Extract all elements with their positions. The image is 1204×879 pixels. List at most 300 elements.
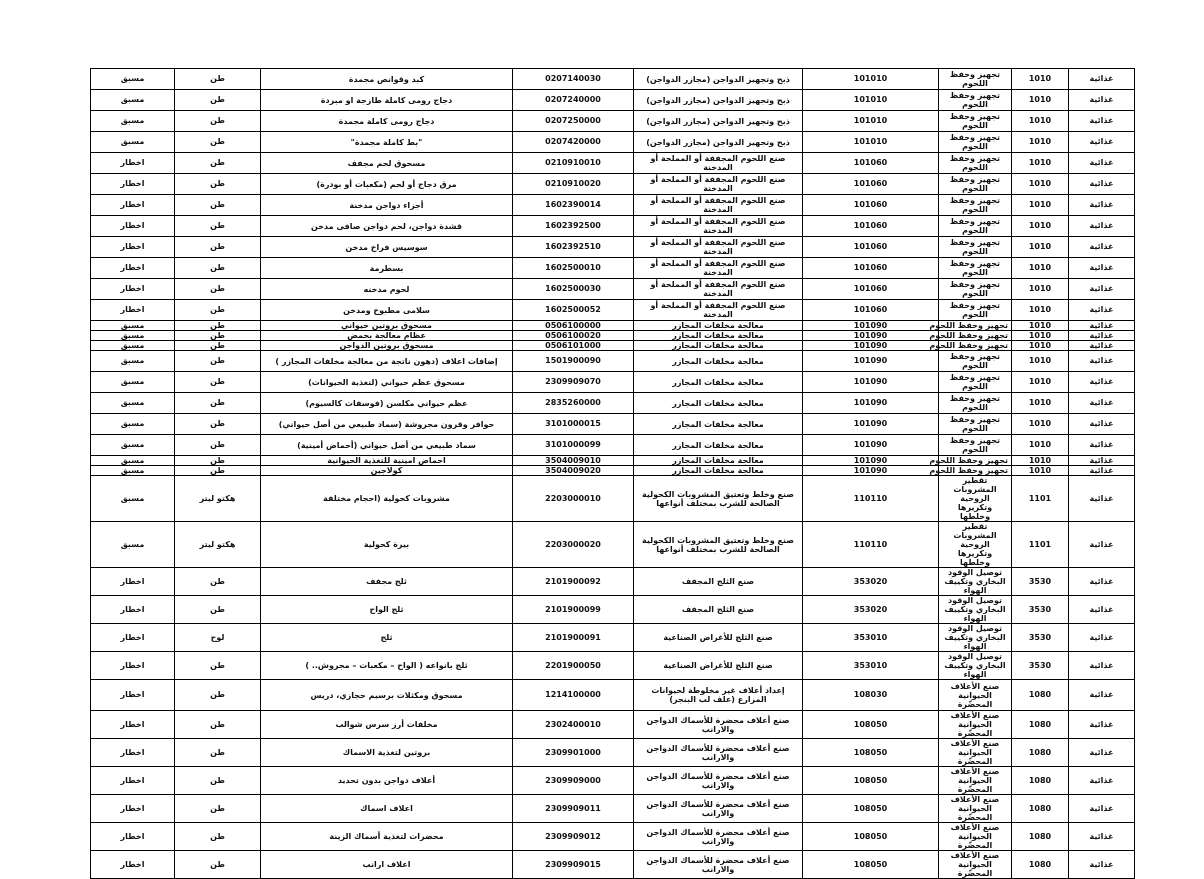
- activity-code-cell: 101090: [803, 321, 939, 331]
- division-code-cell: 3530: [1012, 652, 1069, 680]
- activity-code-cell: 101010: [803, 69, 939, 90]
- table-row: [91, 624, 1135, 652]
- sub-activity-cell: معالجة مخلفات المجازر: [634, 414, 803, 435]
- activity-code-cell: 101010: [803, 111, 939, 132]
- division-code-cell: 1010: [1012, 321, 1069, 331]
- sector-cell: غذائية: [1069, 624, 1135, 652]
- sector-cell: غذائية: [1069, 341, 1135, 351]
- product-name-cell: اعلاف اسماك: [261, 795, 513, 823]
- activity-code-cell: 101090: [803, 456, 939, 466]
- product-name-cell: سماد طبيعي من أصل حيواني (أحماض أمينية): [261, 435, 513, 456]
- hs-code-cell: 3101000099: [513, 435, 634, 456]
- activity-code-cell: 101060: [803, 174, 939, 195]
- product-name-cell: محضرات لتغذية أسماك الزينة: [261, 823, 513, 851]
- table-row: [91, 466, 1135, 476]
- division-code-cell: 1010: [1012, 90, 1069, 111]
- sector-cell: غذائية: [1069, 111, 1135, 132]
- activity-code-cell: 101090: [803, 393, 939, 414]
- division-code-cell: 1080: [1012, 795, 1069, 823]
- sector-cell: غذائية: [1069, 767, 1135, 795]
- sector-cell: غذائية: [1069, 237, 1135, 258]
- sector-cell: غذائية: [1069, 568, 1135, 596]
- division-code-cell: 1010: [1012, 174, 1069, 195]
- activity-name-cell: تقطير المشروبات الروحية وتكريرها وخلطها: [939, 476, 1012, 522]
- product-name-cell: عظام معالجة بحمض: [261, 331, 513, 341]
- sub-activity-cell: صنع أعلاف محضرة للأسماك الدواجن والارانب: [634, 823, 803, 851]
- unit-cell: هكتو ليتر: [175, 476, 261, 522]
- table-row: [91, 414, 1135, 435]
- unit-cell: طن: [175, 795, 261, 823]
- table-row: [91, 341, 1135, 351]
- activity-code-cell: 108050: [803, 767, 939, 795]
- unit-cell: طن: [175, 372, 261, 393]
- sub-activity-cell: معالجة مخلفات المجازر: [634, 372, 803, 393]
- division-code-cell: 1080: [1012, 851, 1069, 879]
- sub-activity-cell: معالجة مخلفات المجازر: [634, 435, 803, 456]
- activity-code-cell: 101010: [803, 132, 939, 153]
- activity-name-cell: تجهيز وحفظ اللحوم: [939, 237, 1012, 258]
- sub-activity-cell: صنع أعلاف محضرة للأسماك الدواجن والارانب: [634, 711, 803, 739]
- sector-cell: غذائية: [1069, 476, 1135, 522]
- sub-activity-cell: صنع اللحوم المجففة أو المملحة أو المدخنة: [634, 300, 803, 321]
- unit-cell: طن: [175, 69, 261, 90]
- division-code-cell: 1010: [1012, 111, 1069, 132]
- sub-activity-cell: صنع أعلاف محضرة للأسماك الدواجن والارانب: [634, 795, 803, 823]
- sub-activity-cell: صنع اللحوم المجففة أو المملحة أو المدخنة: [634, 174, 803, 195]
- activity-name-cell: صنع الأعلاف الحيوانية المحضّرة: [939, 851, 1012, 879]
- sub-activity-cell: صنع الثلج المجفف: [634, 568, 803, 596]
- activity-name-cell: تجهيز وحفظ اللحوم: [939, 279, 1012, 300]
- division-code-cell: 1080: [1012, 767, 1069, 795]
- table-row: [91, 522, 1135, 568]
- hs-code-cell: 2309909011: [513, 795, 634, 823]
- table-row: [91, 739, 1135, 767]
- division-code-cell: 1010: [1012, 341, 1069, 351]
- division-code-cell: 1010: [1012, 153, 1069, 174]
- activity-code-cell: 101060: [803, 279, 939, 300]
- product-name-cell: سوسيس فراخ مدخن: [261, 237, 513, 258]
- table-row: [91, 476, 1135, 522]
- table-body: [91, 69, 1135, 879]
- hs-code-cell: 2835260000: [513, 393, 634, 414]
- product-name-cell: مسحوق لحم مجفف: [261, 153, 513, 174]
- activity-code-cell: 101060: [803, 153, 939, 174]
- activity-table: [90, 68, 1135, 879]
- sector-cell: غذائية: [1069, 300, 1135, 321]
- division-code-cell: 1010: [1012, 466, 1069, 476]
- status-cell: اخطار: [91, 216, 175, 237]
- division-code-cell: 1010: [1012, 216, 1069, 237]
- status-cell: مسبق: [91, 321, 175, 331]
- table-row: [91, 258, 1135, 279]
- sector-cell: غذائية: [1069, 174, 1135, 195]
- status-cell: مسبق: [91, 372, 175, 393]
- activity-name-cell: صنع الأعلاف الحيوانية المحضّرة: [939, 795, 1012, 823]
- sub-activity-cell: صنع الثلج للأغراض الصناعية: [634, 652, 803, 680]
- product-name-cell: مسحوق عظم حيواني (لتغذية الحيوانات): [261, 372, 513, 393]
- activity-code-cell: 353020: [803, 596, 939, 624]
- sector-cell: غذائية: [1069, 195, 1135, 216]
- status-cell: اخطار: [91, 711, 175, 739]
- hs-code-cell: 1501900090: [513, 351, 634, 372]
- status-cell: اخطار: [91, 195, 175, 216]
- hs-code-cell: 2309909070: [513, 372, 634, 393]
- status-cell: اخطار: [91, 851, 175, 879]
- hs-code-cell: 2309909012: [513, 823, 634, 851]
- division-code-cell: 1010: [1012, 456, 1069, 466]
- status-cell: اخطار: [91, 300, 175, 321]
- hs-code-cell: 1602500030: [513, 279, 634, 300]
- status-cell: مسبق: [91, 466, 175, 476]
- activity-code-cell: 101090: [803, 435, 939, 456]
- unit-cell: هكتو ليتر: [175, 522, 261, 568]
- product-name-cell: عظم حيواني مكلسن (فوسفات كالسيوم): [261, 393, 513, 414]
- hs-code-cell: 0506100000: [513, 321, 634, 331]
- activity-code-cell: 101010: [803, 90, 939, 111]
- activity-name-cell: صنع الأعلاف الحيوانية المحضّرة: [939, 680, 1012, 711]
- hs-code-cell: 0506100020: [513, 331, 634, 341]
- division-code-cell: 1010: [1012, 195, 1069, 216]
- status-cell: مسبق: [91, 90, 175, 111]
- activity-code-cell: 108050: [803, 795, 939, 823]
- table-row: [91, 680, 1135, 711]
- activity-name-cell: تجهيز وحفظ اللحوم: [939, 216, 1012, 237]
- table-row: [91, 568, 1135, 596]
- unit-cell: طن: [175, 300, 261, 321]
- unit-cell: طن: [175, 153, 261, 174]
- unit-cell: طن: [175, 216, 261, 237]
- status-cell: مسبق: [91, 393, 175, 414]
- status-cell: اخطار: [91, 823, 175, 851]
- division-code-cell: 1010: [1012, 258, 1069, 279]
- sub-activity-cell: صنع اللحوم المجففة أو المملحة أو المدخنة: [634, 195, 803, 216]
- sub-activity-cell: معالجة مخلفات المجازر: [634, 393, 803, 414]
- hs-code-cell: 2101900099: [513, 596, 634, 624]
- hs-code-cell: 3101000015: [513, 414, 634, 435]
- unit-cell: طن: [175, 414, 261, 435]
- sector-cell: غذائية: [1069, 466, 1135, 476]
- unit-cell: طن: [175, 435, 261, 456]
- hs-code-cell: 2309909015: [513, 851, 634, 879]
- hs-code-cell: 2309909000: [513, 767, 634, 795]
- hs-code-cell: 2309901000: [513, 739, 634, 767]
- status-cell: اخطار: [91, 596, 175, 624]
- unit-cell: طن: [175, 739, 261, 767]
- product-name-cell: أعلاف دواجن بدون تحديد: [261, 767, 513, 795]
- sub-activity-cell: صنع الثلج المجفف: [634, 596, 803, 624]
- status-cell: مسبق: [91, 341, 175, 351]
- table-row: [91, 331, 1135, 341]
- unit-cell: طن: [175, 132, 261, 153]
- table-row: [91, 851, 1135, 879]
- hs-code-cell: 0207420000: [513, 132, 634, 153]
- sub-activity-cell: ذبح وتجهيز الدواجن (مجازر الدواجن): [634, 111, 803, 132]
- unit-cell: طن: [175, 680, 261, 711]
- status-cell: مسبق: [91, 69, 175, 90]
- product-name-cell: بسطرمة: [261, 258, 513, 279]
- sub-activity-cell: معالجة مخلفات المجازر: [634, 456, 803, 466]
- sub-activity-cell: صنع اللحوم المجففة أو المملحة أو المدخنة: [634, 237, 803, 258]
- table-row: [91, 321, 1135, 331]
- hs-code-cell: 1602392500: [513, 216, 634, 237]
- table-row: [91, 456, 1135, 466]
- unit-cell: طن: [175, 568, 261, 596]
- sub-activity-cell: صنع اللحوم المجففة أو المملحة أو المدخنة: [634, 279, 803, 300]
- sector-cell: غذائية: [1069, 331, 1135, 341]
- division-code-cell: 1010: [1012, 237, 1069, 258]
- hs-code-cell: 3504009010: [513, 456, 634, 466]
- division-code-cell: 1101: [1012, 476, 1069, 522]
- status-cell: اخطار: [91, 767, 175, 795]
- hs-code-cell: 0210910010: [513, 153, 634, 174]
- product-name-cell: مشروبات كحولية (احجام مختلفة: [261, 476, 513, 522]
- activity-code-cell: 353020: [803, 568, 939, 596]
- activity-name-cell: تقطير المشروبات الروحية وتكريرها وخلطها: [939, 522, 1012, 568]
- division-code-cell: 1010: [1012, 300, 1069, 321]
- unit-cell: طن: [175, 321, 261, 331]
- sector-cell: غذائية: [1069, 823, 1135, 851]
- sub-activity-cell: صنع اللحوم المجففة أو المملحة أو المدخنة: [634, 153, 803, 174]
- division-code-cell: 1010: [1012, 351, 1069, 372]
- sector-cell: غذائية: [1069, 393, 1135, 414]
- sector-cell: غذائية: [1069, 711, 1135, 739]
- product-name-cell: كولاجين: [261, 466, 513, 476]
- unit-cell: طن: [175, 393, 261, 414]
- activity-code-cell: 101090: [803, 341, 939, 351]
- activity-code-cell: 101060: [803, 237, 939, 258]
- status-cell: مسبق: [91, 132, 175, 153]
- table-row: [91, 372, 1135, 393]
- activity-name-cell: تجهيز وحفظ اللحوم: [939, 174, 1012, 195]
- table-row: [91, 300, 1135, 321]
- sector-cell: غذائية: [1069, 739, 1135, 767]
- table-row: [91, 279, 1135, 300]
- sector-cell: غذائية: [1069, 795, 1135, 823]
- table-row: [91, 823, 1135, 851]
- status-cell: مسبق: [91, 476, 175, 522]
- activity-name-cell: تجهيز وحفظ اللحوم: [939, 195, 1012, 216]
- status-cell: اخطار: [91, 258, 175, 279]
- product-name-cell: أجزاء دواجن مدخنة: [261, 195, 513, 216]
- activity-code-cell: 353010: [803, 624, 939, 652]
- table-row: [91, 111, 1135, 132]
- status-cell: مسبق: [91, 522, 175, 568]
- sector-cell: غذائية: [1069, 351, 1135, 372]
- hs-code-cell: 0210910020: [513, 174, 634, 195]
- hs-code-cell: 2302400010: [513, 711, 634, 739]
- division-code-cell: 1010: [1012, 279, 1069, 300]
- sub-activity-cell: صنع أعلاف محضرة للأسماك الدواجن والارانب: [634, 739, 803, 767]
- sub-activity-cell: صنع وخلط وتعتيق المشروبات الكحولية الصالحة للشرب بمختلف أنواعها: [634, 522, 803, 568]
- activity-name-cell: تجهيز وحفظ اللحوم: [939, 331, 1012, 341]
- sub-activity-cell: صنع اللحوم المجففة أو المملحة أو المدخنة: [634, 258, 803, 279]
- hs-code-cell: 0207140030: [513, 69, 634, 90]
- hs-code-cell: 2101900091: [513, 624, 634, 652]
- table-row: [91, 195, 1135, 216]
- status-cell: مسبق: [91, 111, 175, 132]
- unit-cell: طن: [175, 111, 261, 132]
- product-name-cell: اعلاف ارانب: [261, 851, 513, 879]
- division-code-cell: 1010: [1012, 435, 1069, 456]
- status-cell: اخطار: [91, 153, 175, 174]
- sub-activity-cell: صنع الثلج للأغراض الصناعية: [634, 624, 803, 652]
- activity-name-cell: تجهيز وحفظ اللحوم: [939, 456, 1012, 466]
- product-name-cell: ثلج مجفف: [261, 568, 513, 596]
- product-name-cell: مسحوق بروتين الدواجن: [261, 341, 513, 351]
- hs-code-cell: 2201900050: [513, 652, 634, 680]
- division-code-cell: 1101: [1012, 522, 1069, 568]
- activity-name-cell: صنع الأعلاف الحيوانية المحضّرة: [939, 767, 1012, 795]
- hs-code-cell: 0207250000: [513, 111, 634, 132]
- activity-name-cell: تجهيز وحفظ اللحوم: [939, 372, 1012, 393]
- activity-name-cell: صنع الأعلاف الحيوانية المحضّرة: [939, 711, 1012, 739]
- unit-cell: طن: [175, 456, 261, 466]
- table-row: [91, 795, 1135, 823]
- status-cell: مسبق: [91, 414, 175, 435]
- product-name-cell: دجاج رومى كاملة مجمدة: [261, 111, 513, 132]
- hs-code-cell: 3504009020: [513, 466, 634, 476]
- status-cell: اخطار: [91, 652, 175, 680]
- unit-cell: طن: [175, 90, 261, 111]
- sector-cell: غذائية: [1069, 652, 1135, 680]
- unit-cell: طن: [175, 767, 261, 795]
- unit-cell: طن: [175, 466, 261, 476]
- table-row: [91, 767, 1135, 795]
- product-name-cell: مرق دجاج أو لحم (مكعبات أو بودرة): [261, 174, 513, 195]
- sub-activity-cell: صنع أعلاف محضرة للأسماك الدواجن والارانب: [634, 767, 803, 795]
- activity-code-cell: 108050: [803, 851, 939, 879]
- table-row: [91, 69, 1135, 90]
- hs-code-cell: 0506101000: [513, 341, 634, 351]
- unit-cell: طن: [175, 237, 261, 258]
- activity-code-cell: 110110: [803, 522, 939, 568]
- activity-code-cell: 108050: [803, 711, 939, 739]
- activity-code-cell: 101060: [803, 258, 939, 279]
- sub-activity-cell: معالجة مخلفات المجازر: [634, 331, 803, 341]
- division-code-cell: 1010: [1012, 69, 1069, 90]
- hs-code-cell: 1602392510: [513, 237, 634, 258]
- status-cell: اخطار: [91, 680, 175, 711]
- sub-activity-cell: صنع وخلط وتعتيق المشروبات الكحولية الصالحة للشرب بمختلف أنواعها: [634, 476, 803, 522]
- status-cell: مسبق: [91, 331, 175, 341]
- activity-name-cell: تجهيز وحفظ اللحوم: [939, 153, 1012, 174]
- sector-cell: غذائية: [1069, 279, 1135, 300]
- product-name-cell: إضافات اعلاف (دهون ناتجة من معالجة مخلفات المجازر ): [261, 351, 513, 372]
- product-name-cell: لحوم مدخنه: [261, 279, 513, 300]
- unit-cell: طن: [175, 851, 261, 879]
- sector-cell: غذائية: [1069, 321, 1135, 331]
- division-code-cell: 1010: [1012, 132, 1069, 153]
- activity-code-cell: 101060: [803, 195, 939, 216]
- sector-cell: غذائية: [1069, 456, 1135, 466]
- hs-code-cell: 1602390014: [513, 195, 634, 216]
- unit-cell: طن: [175, 596, 261, 624]
- activity-code-cell: 101060: [803, 216, 939, 237]
- sector-cell: غذائية: [1069, 153, 1135, 174]
- activity-name-cell: صنع الأعلاف الحيوانية المحضّرة: [939, 823, 1012, 851]
- activity-name-cell: توصيل الوقود البخاري وتكييف الهواء: [939, 596, 1012, 624]
- table-row: [91, 711, 1135, 739]
- sub-activity-cell: صنع أعلاف محضرة للأسماك الدواجن والارانب: [634, 851, 803, 879]
- activity-code-cell: 110110: [803, 476, 939, 522]
- activity-name-cell: صنع الأعلاف الحيوانية المحضّرة: [939, 739, 1012, 767]
- sector-cell: غذائية: [1069, 69, 1135, 90]
- product-name-cell: حوافر وقرون مجروشة (سماد طبيعي من أصل حيواني): [261, 414, 513, 435]
- product-name-cell: ثلج الواح: [261, 596, 513, 624]
- status-cell: اخطار: [91, 795, 175, 823]
- hs-code-cell: 1602500052: [513, 300, 634, 321]
- sector-cell: غذائية: [1069, 372, 1135, 393]
- activity-code-cell: 353010: [803, 652, 939, 680]
- sub-activity-cell: ذبح وتجهيز الدواجن (مجازر الدواجن): [634, 132, 803, 153]
- activity-name-cell: توصيل الوقود البخاري وتكييف الهواء: [939, 568, 1012, 596]
- activity-name-cell: تجهيز وحفظ اللحوم: [939, 341, 1012, 351]
- unit-cell: طن: [175, 652, 261, 680]
- product-name-cell: بيرة كحولية: [261, 522, 513, 568]
- division-code-cell: 3530: [1012, 568, 1069, 596]
- activity-code-cell: 101090: [803, 372, 939, 393]
- product-name-cell: دجاج رومى كاملة طازجة او مبردة: [261, 90, 513, 111]
- activity-name-cell: تجهيز وحفظ اللحوم: [939, 111, 1012, 132]
- sector-cell: غذائية: [1069, 522, 1135, 568]
- activity-code-cell: 108030: [803, 680, 939, 711]
- sector-cell: غذائية: [1069, 680, 1135, 711]
- product-name-cell: ثلج بانواعه ( الواح – مكعبات – مجروش.. ): [261, 652, 513, 680]
- table-row: [91, 596, 1135, 624]
- product-name-cell: مخلفات أرز سرس شوالب: [261, 711, 513, 739]
- sector-cell: غذائية: [1069, 596, 1135, 624]
- hs-code-cell: 2203000020: [513, 522, 634, 568]
- unit-cell: طن: [175, 258, 261, 279]
- sub-activity-cell: معالجة مخلفات المجازر: [634, 351, 803, 372]
- hs-code-cell: 2203000010: [513, 476, 634, 522]
- division-code-cell: 1010: [1012, 331, 1069, 341]
- activity-code-cell: 101090: [803, 351, 939, 372]
- sector-cell: غذائية: [1069, 216, 1135, 237]
- activity-name-cell: تجهيز وحفظ اللحوم: [939, 414, 1012, 435]
- table-row: [91, 351, 1135, 372]
- sub-activity-cell: معالجة مخلفات المجازر: [634, 321, 803, 331]
- sub-activity-cell: إعداد أعلاف غير مخلوطة لحيوانات المزارع (علف لب البنجر): [634, 680, 803, 711]
- division-code-cell: 1080: [1012, 680, 1069, 711]
- table-row: [91, 174, 1135, 195]
- activity-code-cell: 101060: [803, 300, 939, 321]
- activity-name-cell: تجهيز وحفظ اللحوم: [939, 466, 1012, 476]
- activity-name-cell: توصيل الوقود البخاري وتكييف الهواء: [939, 652, 1012, 680]
- division-code-cell: 1080: [1012, 823, 1069, 851]
- table-row: [91, 237, 1135, 258]
- activity-name-cell: تجهيز وحفظ اللحوم: [939, 393, 1012, 414]
- hs-code-cell: 1602500010: [513, 258, 634, 279]
- product-name-cell: قشدة دواجن، لحم دواجن صافى مدخن: [261, 216, 513, 237]
- sector-cell: غذائية: [1069, 435, 1135, 456]
- status-cell: اخطار: [91, 174, 175, 195]
- unit-cell: طن: [175, 351, 261, 372]
- table-row: [91, 652, 1135, 680]
- status-cell: اخطار: [91, 739, 175, 767]
- sub-activity-cell: معالجة مخلفات المجازر: [634, 466, 803, 476]
- status-cell: اخطار: [91, 279, 175, 300]
- sub-activity-cell: معالجة مخلفات المجازر: [634, 341, 803, 351]
- unit-cell: لوح: [175, 624, 261, 652]
- sector-cell: غذائية: [1069, 414, 1135, 435]
- activity-name-cell: توصيل الوقود البخاري وتكييف الهواء: [939, 624, 1012, 652]
- table-row: [91, 153, 1135, 174]
- status-cell: اخطار: [91, 237, 175, 258]
- product-name-cell: "بط كاملة مجمدة": [261, 132, 513, 153]
- product-name-cell: بروتين لتغذية الاسماك: [261, 739, 513, 767]
- unit-cell: طن: [175, 174, 261, 195]
